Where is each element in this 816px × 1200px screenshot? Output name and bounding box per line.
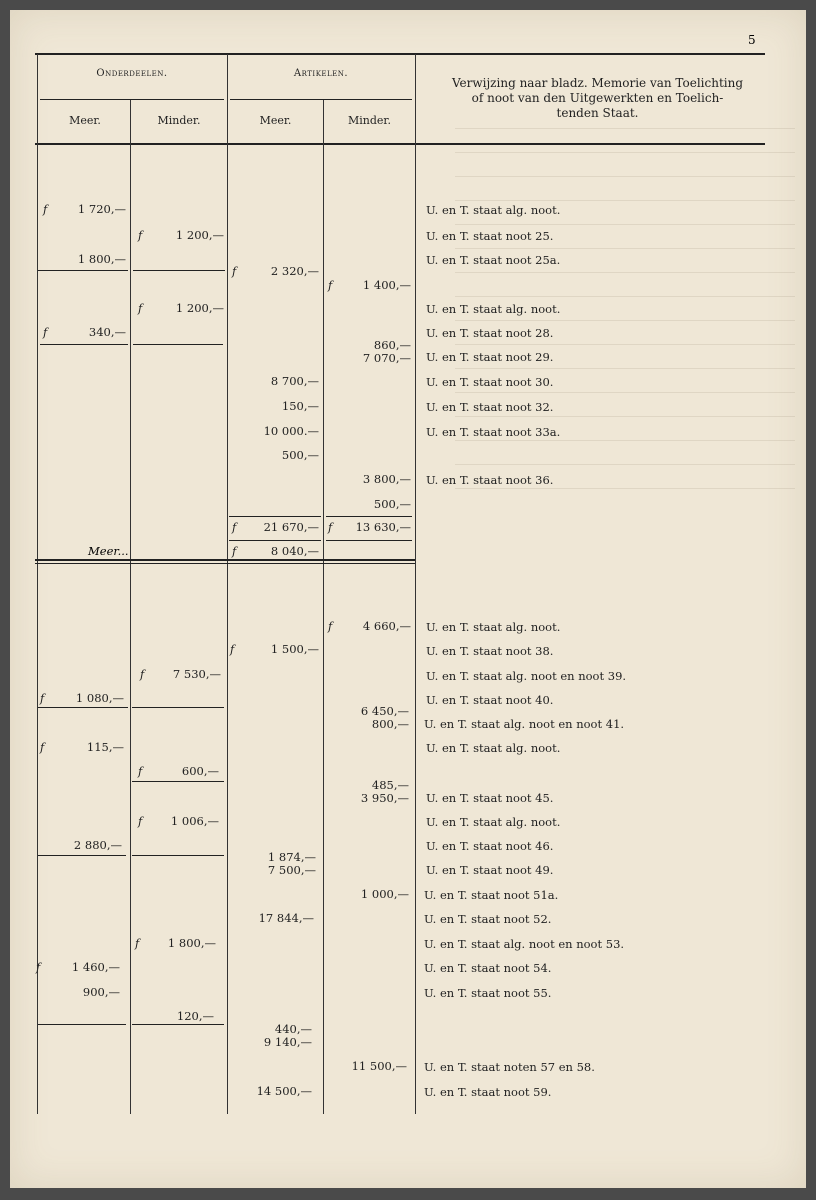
artikelen-meer-value: 10 000.— bbox=[263, 424, 319, 438]
artikelen-meer-value: 500,— bbox=[281, 448, 319, 462]
currency-symbol: f bbox=[40, 740, 45, 754]
subtotal-rule bbox=[38, 855, 126, 856]
currency-symbol: f bbox=[43, 325, 48, 339]
currency-symbol: f bbox=[138, 764, 143, 778]
artikelen-meer-value: 440,— bbox=[274, 1022, 312, 1036]
currency-symbol: f bbox=[43, 202, 48, 216]
reference-note: U. en T. staat alg. noot. bbox=[426, 741, 561, 755]
reference-note: U. en T. staat noot 51a. bbox=[424, 888, 559, 902]
header-subrule bbox=[40, 99, 224, 100]
reference-note: U. en T. staat noot 38. bbox=[426, 644, 554, 658]
reference-note: U. en T. staat noot 52. bbox=[424, 912, 552, 926]
artikelen-meer-value: 14 500,— bbox=[256, 1084, 312, 1098]
subtotal-rule bbox=[132, 707, 224, 708]
currency-symbol: f bbox=[232, 544, 237, 558]
reference-note: U. en T. staat noot 30. bbox=[426, 375, 554, 389]
reference-note: U. en T. staat noot 25. bbox=[426, 229, 554, 243]
reference-note: U. en T. staat noot 29. bbox=[426, 350, 554, 364]
currency-symbol: f bbox=[140, 667, 145, 681]
artikelen-minder-value: 1 400,— bbox=[362, 278, 411, 292]
onderdeelen-meer-value: 340,— bbox=[88, 325, 126, 339]
currency-symbol: f bbox=[135, 936, 140, 950]
reference-note: U. en T. staat alg. noot en noot 53. bbox=[424, 937, 625, 951]
reference-note: U. en T. staat noot 32. bbox=[426, 400, 554, 414]
onderdeelen-minder-value: 1 200,— bbox=[175, 301, 224, 315]
subtotal-rule bbox=[38, 1024, 126, 1025]
column-divider bbox=[36, 54, 41, 1114]
reference-note: U. en T. staat alg. noot en noot 39. bbox=[426, 669, 627, 683]
currency-symbol: f bbox=[40, 691, 45, 705]
artikelen-minder-value: 500,— bbox=[373, 497, 411, 511]
subtotal-rule bbox=[229, 540, 321, 541]
onderdeelen-minder-value: 120,— bbox=[176, 1009, 214, 1023]
currency-symbol: f bbox=[138, 301, 143, 315]
subtotal-rule bbox=[40, 344, 128, 345]
artikelen-minder-total: 13 630,— bbox=[355, 520, 411, 534]
table-top-rule bbox=[35, 53, 765, 55]
reference-note: U. en T. staat noot 55. bbox=[424, 986, 552, 1000]
currency-symbol: f bbox=[232, 520, 237, 534]
onderdeelen-minder-value: 1 006,— bbox=[170, 814, 219, 828]
header-reference-line-1: Verwijzing naar bladz. Memorie van Toelichting bbox=[451, 76, 744, 90]
onderdeelen-minder-value: 600,— bbox=[181, 764, 219, 778]
artikelen-minder-value: 1 000,— bbox=[360, 887, 409, 901]
currency-symbol: f bbox=[328, 278, 333, 292]
onderdeelen-meer-value: 1 720,— bbox=[77, 202, 126, 216]
header-subrule bbox=[230, 99, 412, 100]
subtotal-rule bbox=[38, 707, 128, 708]
column-divider bbox=[323, 100, 324, 1114]
subtotal-rule bbox=[132, 1024, 224, 1025]
header-on-meer: Meer. bbox=[69, 114, 101, 127]
artikelen-meer-value: 8 700,— bbox=[270, 374, 319, 388]
reference-note: U. en T. staat noten 57 en 58. bbox=[424, 1060, 595, 1074]
currency-symbol: f bbox=[138, 228, 143, 242]
artikelen-meer-value: 2 320,— bbox=[270, 264, 319, 278]
onderdeelen-minder-value: 1 200,— bbox=[175, 228, 224, 242]
currency-symbol: f bbox=[232, 264, 237, 278]
artikelen-minder-value: 11 500,— bbox=[351, 1059, 407, 1073]
artikelen-meer-value: 1 500,— bbox=[270, 642, 319, 656]
header-on-minder: Minder. bbox=[157, 114, 201, 127]
artikelen-meer-value: 150,— bbox=[281, 399, 319, 413]
meer-label: Meer... bbox=[88, 544, 129, 558]
onderdeelen-meer-value: 900,— bbox=[82, 985, 120, 999]
header-onderdeelen: Onderdeelen. bbox=[96, 68, 168, 79]
section-divider-rule bbox=[35, 563, 415, 564]
header-reference-line-2: of noot van den Uitgewerkten en Toelich- bbox=[471, 91, 724, 105]
artikelen-meer-value: 1 874,— bbox=[267, 850, 316, 864]
artikelen-minder-value: 4 660,— bbox=[362, 619, 411, 633]
currency-symbol: f bbox=[328, 520, 333, 534]
reference-note: U. en T. staat noot 54. bbox=[424, 961, 552, 975]
artikelen-minder-value: 485,— bbox=[371, 778, 409, 792]
onderdeelen-meer-value: 2 880,— bbox=[73, 838, 122, 852]
reference-note: U. en T. staat noot 46. bbox=[426, 839, 554, 853]
document-page bbox=[10, 10, 806, 1188]
artikelen-minder-value: 860,— bbox=[373, 338, 411, 352]
subtotal-rule bbox=[132, 781, 224, 782]
subtotal-rule bbox=[38, 270, 128, 271]
artikelen-minder-value: 6 450,— bbox=[360, 704, 409, 718]
header-bottom-rule bbox=[35, 143, 765, 145]
reference-note: U. en T. staat noot 40. bbox=[426, 693, 554, 707]
currency-symbol: f bbox=[138, 814, 143, 828]
artikelen-meer-total: 21 670,— bbox=[263, 520, 319, 534]
column-divider bbox=[130, 100, 131, 1114]
subtotal-rule bbox=[326, 516, 412, 517]
reference-note: U. en T. staat noot 45. bbox=[426, 791, 554, 805]
artikelen-meer-value: 17 844,— bbox=[258, 911, 314, 925]
header-artikelen: Artikelen. bbox=[293, 68, 349, 79]
reference-note: U. en T. staat alg. noot. bbox=[426, 302, 561, 316]
currency-symbol: f bbox=[230, 642, 235, 656]
onderdeelen-minder-value: 7 530,— bbox=[172, 667, 221, 681]
currency-symbol: f bbox=[36, 960, 41, 974]
reference-note: U. en T. staat noot 33a. bbox=[426, 425, 561, 439]
header-art-minder: Minder. bbox=[348, 114, 391, 127]
reference-note: U. en T. staat noot 59. bbox=[424, 1085, 552, 1099]
subtotal-rule bbox=[229, 516, 321, 517]
reference-note: U. en T. staat alg. noot. bbox=[426, 815, 561, 829]
column-divider bbox=[227, 54, 228, 1114]
onderdeelen-meer-value: 1 460,— bbox=[71, 960, 120, 974]
header-reference-line-3: tenden Staat. bbox=[556, 106, 639, 120]
artikelen-meer-balance: 8 040,— bbox=[270, 544, 319, 558]
subtotal-rule bbox=[133, 344, 223, 345]
reference-note: U. en T. staat noot 25a. bbox=[426, 253, 561, 267]
column-divider bbox=[415, 54, 416, 1114]
onderdeelen-minder-value: 1 800,— bbox=[167, 936, 216, 950]
subtotal-rule bbox=[132, 855, 224, 856]
onderdeelen-meer-value: 1 800,— bbox=[77, 252, 126, 266]
header-art-meer: Meer. bbox=[259, 114, 292, 127]
subtotal-rule bbox=[326, 540, 412, 541]
section-divider-rule bbox=[35, 559, 415, 561]
artikelen-meer-value: 7 500,— bbox=[267, 863, 316, 877]
reference-note: U. en T. staat noot 49. bbox=[426, 863, 554, 877]
reference-note: U. en T. staat alg. noot. bbox=[426, 203, 561, 217]
artikelen-minder-value: 7 070,— bbox=[362, 351, 411, 365]
reference-note: U. en T. staat noot 36. bbox=[426, 473, 554, 487]
onderdeelen-meer-value: 1 080,— bbox=[75, 691, 124, 705]
artikelen-minder-value: 3 800,— bbox=[362, 472, 411, 486]
reference-note: U. en T. staat noot 28. bbox=[426, 326, 554, 340]
onderdeelen-meer-value: 115,— bbox=[86, 740, 124, 754]
artikelen-minder-value: 800,— bbox=[371, 717, 409, 731]
reference-note: U. en T. staat alg. noot. bbox=[426, 620, 561, 634]
artikelen-minder-value: 3 950,— bbox=[360, 791, 409, 805]
subtotal-rule bbox=[133, 270, 225, 271]
currency-symbol: f bbox=[328, 619, 333, 633]
reference-note: U. en T. staat alg. noot en noot 41. bbox=[424, 717, 625, 731]
page-number: 5 bbox=[748, 33, 756, 47]
artikelen-meer-value: 9 140,— bbox=[263, 1035, 312, 1049]
